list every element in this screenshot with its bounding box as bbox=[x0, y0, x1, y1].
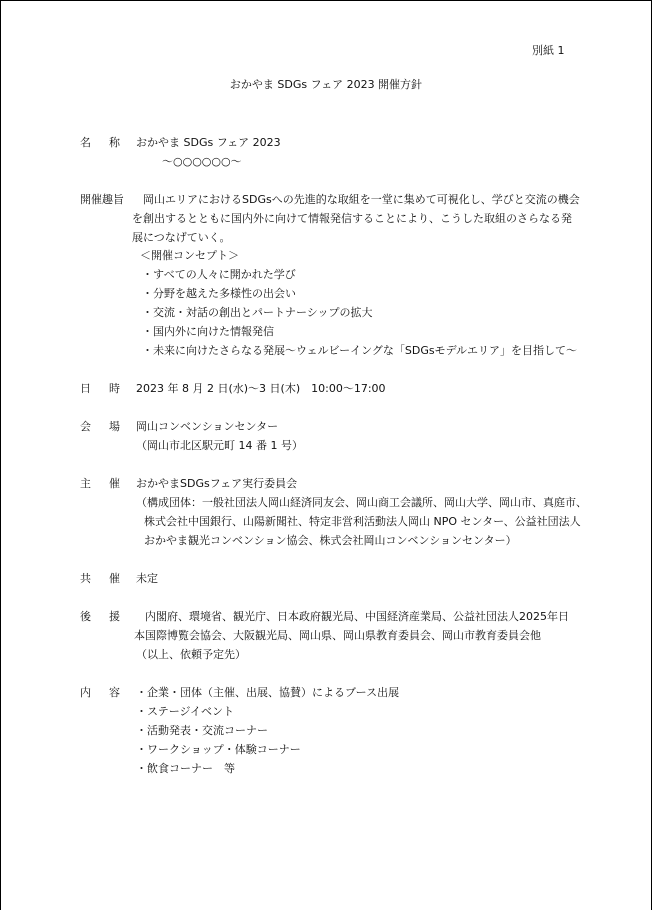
label-cosponsor: 共 催 bbox=[80, 572, 120, 585]
venue-address: （岡山市北区駅元町 14 番 1 号） bbox=[136, 439, 303, 452]
label-purpose: 開催趣旨 bbox=[80, 193, 124, 206]
label-date: 日 時 bbox=[80, 382, 120, 395]
support-text: 内閣府、環境省、観光庁、日本政府観光局、中国経済産業局、公益社団法人2025年日本国際博覧会協会、大阪観光局、岡山県、岡山県教育委員会、岡山市教育委員会他 bbox=[134, 610, 569, 642]
event-date: 2023 年 8 月 2 日(水)～3 日(木) 10:00～17:00 bbox=[136, 382, 386, 395]
label-organizer: 主 催 bbox=[80, 477, 120, 490]
organizer-members: おかやま観光コンベンション協会、株式会社岡山コンベンションセンター） bbox=[144, 534, 517, 547]
concept-heading: ＜開催コンセプト＞ bbox=[140, 249, 239, 262]
concept-item: ・交流・対話の創出とパートナーシップの拡大 bbox=[142, 306, 373, 319]
purpose-text: 岡山エリアにおけるSDGsへの先進的な取組を一堂に集めて可視化し、学びと交流の機会を創出するとともに国内外に向けて情報発信することにより、こうした取組のさらなる発展につなげていく。 bbox=[132, 193, 580, 244]
label-support: 後 援 bbox=[80, 610, 120, 623]
content-item: ・飲食コーナー 等 bbox=[136, 762, 235, 775]
content-item: ・ワークショップ・体験コーナー bbox=[136, 743, 301, 756]
label-name: 名 称 bbox=[80, 136, 120, 149]
concept-item: ・国内外に向けた情報発信 bbox=[142, 325, 274, 338]
content-item: ・ステージイベント bbox=[136, 705, 235, 718]
attachment-label: 別紙 1 bbox=[532, 44, 565, 57]
event-subtitle: ～○○○○○○～ bbox=[162, 155, 242, 168]
organizer-members: （構成団体：一般社団法人岡山経済同友会、岡山商工会議所、岡山大学、岡山市、真庭市、 bbox=[136, 496, 587, 509]
event-name: おかやま SDGs フェア 2023 bbox=[136, 136, 281, 149]
content-item: ・活動発表・交流コーナー bbox=[136, 724, 268, 737]
content-item: ・企業・団体（主催、出展、協賛）によるブース出展 bbox=[136, 686, 400, 699]
support-note: （以上、依頼予定先） bbox=[136, 648, 246, 661]
label-content: 内 容 bbox=[80, 686, 120, 699]
cosponsor-text: 未定 bbox=[136, 572, 158, 585]
concept-item: ・分野を越えた多様性の出会い bbox=[142, 287, 296, 300]
organizer-name: おかやまSDGsフェア実行委員会 bbox=[136, 477, 298, 490]
concept-item: ・未来に向けたさらなる発展～ウェルビーイングな「SDGsモデルエリア」を目指して～ bbox=[142, 344, 578, 357]
concept-item: ・すべての人々に開かれた学び bbox=[142, 268, 296, 281]
label-venue: 会 場 bbox=[80, 420, 120, 433]
venue-name: 岡山コンベンションセンター bbox=[136, 420, 279, 433]
organizer-members: 株式会社中国銀行、山陽新聞社、特定非営利活動法人岡山 NPO センター、公益社団法人 bbox=[144, 515, 581, 528]
document-title: おかやま SDGs フェア 2023 開催方針 bbox=[229, 78, 423, 91]
